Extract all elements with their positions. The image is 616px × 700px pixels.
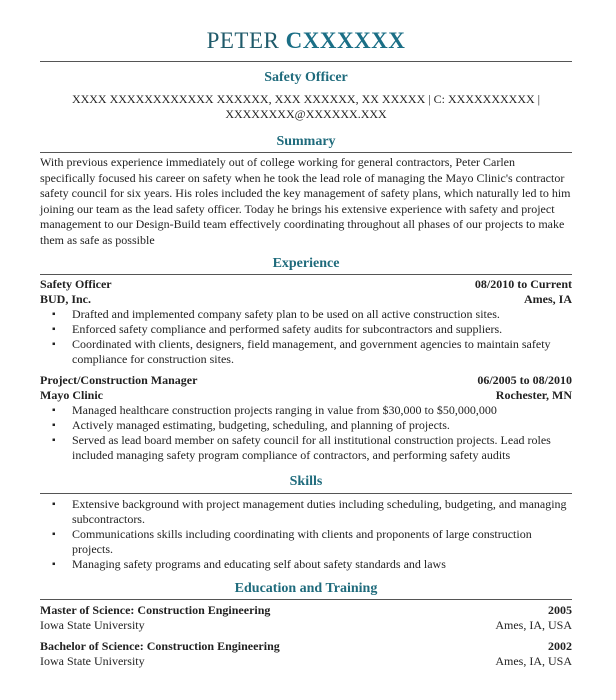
divider <box>40 61 572 62</box>
divider <box>40 493 572 494</box>
location: Ames, IA <box>524 292 572 306</box>
job-entry <box>40 373 572 463</box>
education-entry <box>40 603 572 633</box>
school: Iowa State University <box>40 654 145 668</box>
contact-line: XXXX XXXXXXXXXXXX XXXXXX, XXX XXXXXX, XX XXXXX | C: XXXXXXXXXX | <box>71 92 541 106</box>
experience-heading: Experience <box>272 256 340 271</box>
job-title: Project/Construction Manager <box>40 373 198 387</box>
skills-section <box>40 497 572 572</box>
list-item: ▪ Drafted and implemented company safety plan to be used on all active construction sites. <box>72 307 572 322</box>
company: BUD, Inc. <box>40 292 92 306</box>
contact-info <box>40 92 572 122</box>
email: XXXXXXXX@XXXXXX.XXX <box>225 107 387 121</box>
year: 2005 <box>548 603 572 617</box>
job-title: Safety Officer <box>264 70 348 85</box>
divider <box>40 274 572 275</box>
skills-heading: Skills <box>289 474 323 489</box>
list-item: ▪ Enforced safety compliance and performed safety audits for subcontractors and suppliers. <box>72 322 572 337</box>
company: Mayo Clinic <box>40 388 103 402</box>
job-dates: 08/2010 to Current <box>474 277 572 291</box>
location: Ames, IA, USA <box>495 618 572 632</box>
year: 2002 <box>548 639 572 653</box>
location: Rochester, MN <box>495 388 572 402</box>
divider <box>40 152 572 153</box>
school: Iowa State University <box>40 618 145 632</box>
location: Ames, IA, USA <box>495 654 572 668</box>
degree: Bachelor of Science: Construction Engineering <box>40 639 280 653</box>
list-item: ▪ Coordinated with clients, designers, field management, and government agencies to maintain safety compliance for construction sites. <box>72 337 572 367</box>
job-title: Safety Officer <box>40 277 112 291</box>
list-item: ▪ Managing safety programs and educating self about safety standards and laws <box>72 557 572 572</box>
education-heading: Education and Training <box>234 581 378 596</box>
list-item: ▪ Extensive background with project management duties including scheduling, budgeting, and managing subcontractors. <box>72 497 572 527</box>
list-item: ▪ Actively managed estimating, budgeting, scheduling, and planning of projects. <box>72 418 572 433</box>
summary-text: With previous experience immediately out of college working for general contractors, Peter Carlen specifically focused his career on safety when he took the lead role of managing the Mayo Clinic's contractor safety council for six years. His roles included the key management of safety plans, which naturally led to him joining our team as the lead safety officer. Today he brings his extensive experience with safety and project management to our Design-Build team effectively coordinating throughout all phases of our projects to make them as safe as possible <box>40 155 571 247</box>
degree: Master of Science: Construction Engineering <box>40 603 271 617</box>
candidate-name <box>40 28 572 54</box>
summary-section <box>40 155 572 248</box>
list-item: ▪ Served as lead board member on safety council for all institutional construction projects. Lead roles included managing safety program compliance of contractors, and performing safety audits <box>72 433 572 463</box>
divider <box>40 599 572 600</box>
education-entry <box>40 639 572 669</box>
summary-heading: Summary <box>276 134 336 149</box>
job-dates: 06/2005 to 08/2010 <box>477 373 572 387</box>
last-name: CXXXXXX <box>285 28 406 53</box>
job-entry <box>40 277 572 367</box>
list-item: ▪ Communications skills including coordinating with clients and proponents of large construction projects. <box>72 527 572 557</box>
first-name: PETER <box>206 28 280 53</box>
list-item: ▪ Managed healthcare construction projects ranging in value from $30,000 to $50,000,000 <box>72 403 572 418</box>
